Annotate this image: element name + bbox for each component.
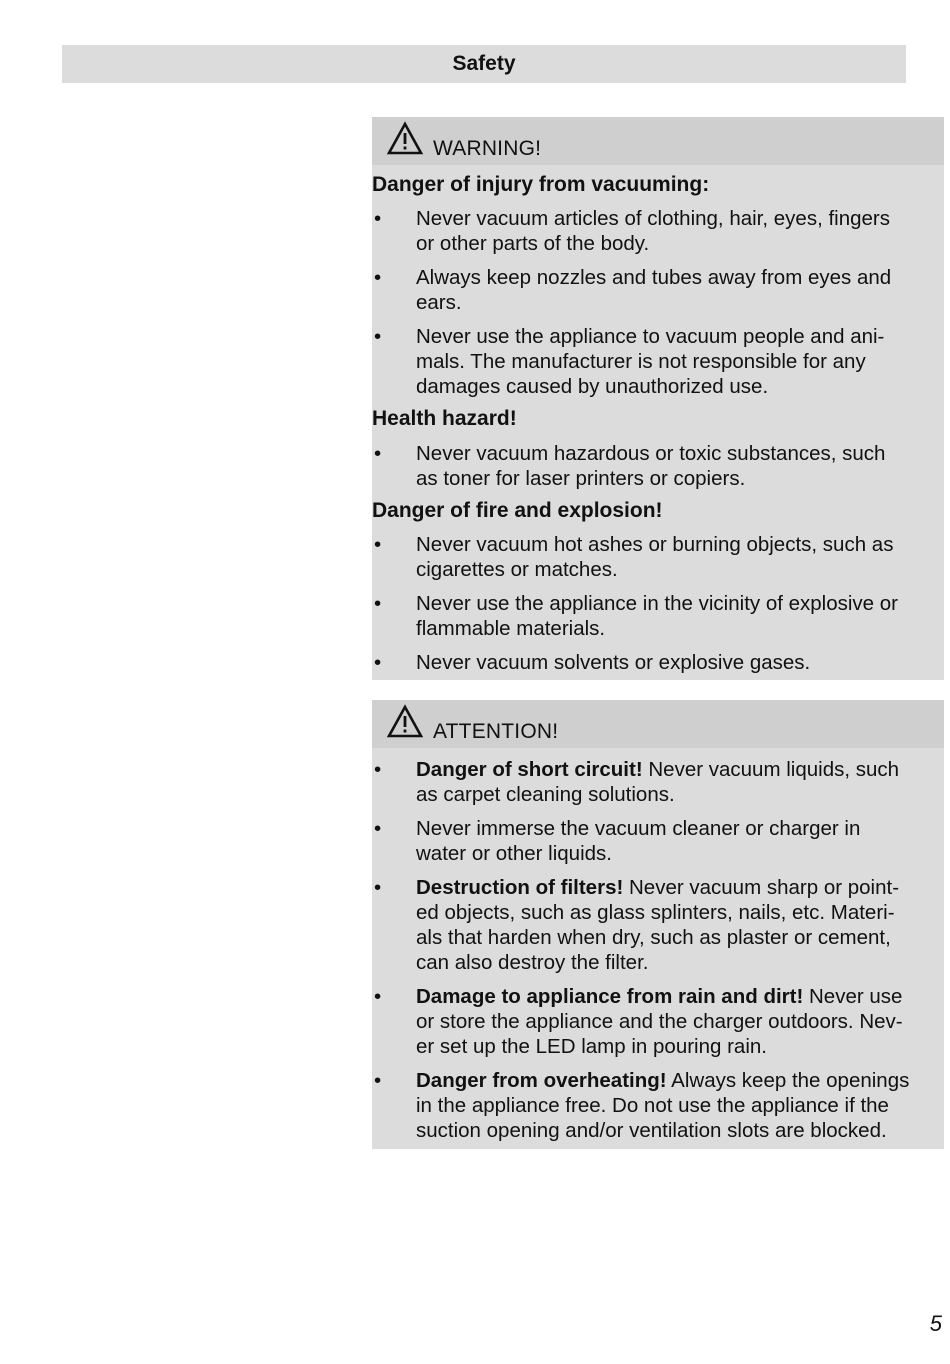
item-bold-lead: Damage to appliance from rain and dirt! [416, 985, 804, 1008]
item-line: mals. The manufacturer is not responsible for any [416, 350, 866, 373]
item-line: or store the appliance and the charger outdoors. Nev- [416, 1010, 903, 1033]
bullet: • [374, 592, 382, 615]
item-line: cigarettes or matches. [416, 558, 618, 581]
bullet: • [374, 442, 382, 465]
attention-box [372, 700, 944, 1149]
item-bold-lead: Danger from overheating! [416, 1069, 667, 1092]
item-line: Never use the appliance to vacuum people and ani- [416, 325, 885, 348]
item-line: ears. [416, 291, 462, 314]
item-line: er set up the LED lamp in pouring rain. [416, 1035, 767, 1058]
item-line: damages caused by unauthorized use. [416, 375, 769, 398]
bullet: • [374, 876, 382, 899]
item-line: Never vacuum liquids, such [642, 758, 900, 781]
item-line: Never vacuum sharp or point- [623, 876, 900, 899]
item-line: can also destroy the filter. [416, 951, 649, 974]
item-line: or other parts of the body. [416, 232, 650, 255]
section-heading: Health hazard! [372, 407, 517, 430]
item-line: Always keep the openings [666, 1069, 910, 1092]
item-line: als that harden when dry, such as plaster or cement, [416, 926, 891, 949]
bullet: • [374, 985, 382, 1008]
bullet: • [374, 207, 382, 230]
bullet: • [374, 758, 382, 781]
item-bold-lead: Danger of short circuit! [416, 758, 643, 781]
bullet: • [374, 817, 382, 840]
warning-triangle-icon [386, 704, 424, 740]
bullet: • [374, 651, 382, 674]
item-bold-lead: Destruction of filters! [416, 876, 624, 899]
item-line: Never immerse the vacuum cleaner or charger in [416, 817, 861, 840]
item-line: Never vacuum hot ashes or burning objects, such as [416, 533, 894, 556]
item-line: flammable materials. [416, 617, 606, 640]
item-line: as carpet cleaning solutions. [416, 783, 675, 806]
item-line: Always keep nozzles and tubes away from eyes and [416, 266, 892, 289]
item-line: ed objects, such as glass splinters, nails, etc. Materi- [416, 901, 895, 924]
page-number: 5 [929, 1311, 942, 1336]
bullet: • [374, 533, 382, 556]
item-line: suction opening and/or ventilation slots are blocked. [416, 1119, 887, 1142]
warning-triangle-icon [386, 121, 424, 157]
section-heading: Danger of injury from vacuuming: [372, 173, 710, 196]
warning-title-bar [372, 117, 944, 165]
item-line: Never vacuum hazardous or toxic substances, such [416, 442, 886, 465]
item-line: Never use [803, 985, 903, 1008]
item-line: water or other liquids. [416, 842, 612, 865]
item-line: as toner for laser printers or copiers. [416, 467, 746, 490]
attention-title-bar [372, 700, 944, 748]
item-line: Never vacuum articles of clothing, hair, eyes, fingers [416, 207, 890, 230]
bullet: • [374, 325, 382, 348]
page-header-title: Safety [452, 52, 516, 75]
section-heading: Danger of fire and explosion! [372, 499, 663, 522]
warning-box [372, 117, 944, 680]
warning-title: WARNING! [433, 137, 542, 160]
attention-title: ATTENTION! [433, 720, 559, 743]
item-line: Never use the appliance in the vicinity of explosive or [416, 592, 899, 615]
page-header [62, 45, 906, 83]
bullet: • [374, 266, 382, 289]
item-line: in the appliance free. Do not use the appliance if the [416, 1094, 889, 1117]
bullet: • [374, 1069, 382, 1092]
item-line: Never vacuum solvents or explosive gases. [416, 651, 811, 674]
